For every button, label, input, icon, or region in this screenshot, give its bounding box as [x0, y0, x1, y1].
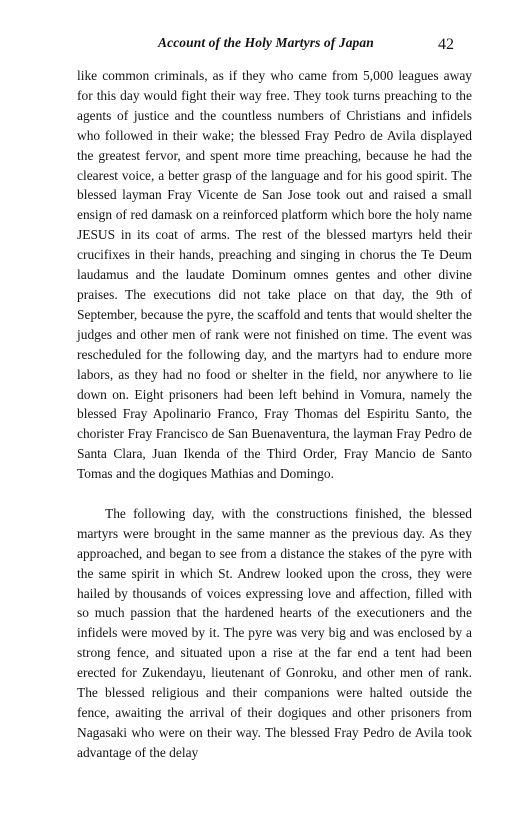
paragraph: like common criminals, as if they who came from 5,000 leagues away for this day would fight their way free. They took turns preaching to the agents of justice and the countless numbers of Christians and infidels who followed in their wake; the blessed Fray Pedro de Avila displayed the greatest fervor, and spent more time preaching, because he had the clearest voice, a better grasp of the language and for his good spirit. The blessed layman Fray Vicente de San Jose took out and raised a small ensign of red damask on a reinforced platform which bore the holy name JESUS in its coat of arms. The rest of the blessed martyrs held their crucifixes in their hands, preaching and singing in chorus the Te Deum laudamus and the laudate Dominum omnes gentes and other divine praises. The executions did not take place on that day, the 9th of September, because the pyre, the scaffold and tents that would shelter the judges and other men of rank were not finished on time. The event was rescheduled for the following day, and the martyrs had to endure more labors, as they had no food or shelter in the field, nor anywhere to lie down on. Eight prisoners had been left behind in Vomura, namely the blessed Fray Apolinario Franco, Fray Thomas del Espiritu Santo, the chorister Fray Francisco de San Buenaventura, the layman Fray Pedro de Santa Clara, Juan Ikenda of the Third Order, Fray Mancio de Santo Tomas and the dogiques Mathias and Domingo. [77, 68, 472, 482]
page-number: 42 [438, 36, 454, 53]
paragraph: The following day, with the constructions finished, the blessed martyrs were brought in the same manner as the previous day. As they approached, and began to see from a distance the stakes of the pyre with the same spirit in which St. Andrew looked upon the cross, they were hailed by thousands of voices expressing love and affection, filled with so much passion that the hardened hearts of the executioners and the infidels were moved by it. The pyre was very big and was enclosed by a strong fence, and situated upon a rise at the far end a tent had been erected for Zukendayu, lieutenant of Gonroku, and other men of rank. The blessed religious and their companions were halted outside the fence, awaiting the arrival of their dogiques and other prisoners from Nagasaki who were on their way. The blessed Fray Pedro de Avila took advantage of the delay [77, 505, 472, 760]
running-title: Account of the Holy Martyrs of Japan [158, 35, 374, 50]
body-text [77, 66, 472, 763]
